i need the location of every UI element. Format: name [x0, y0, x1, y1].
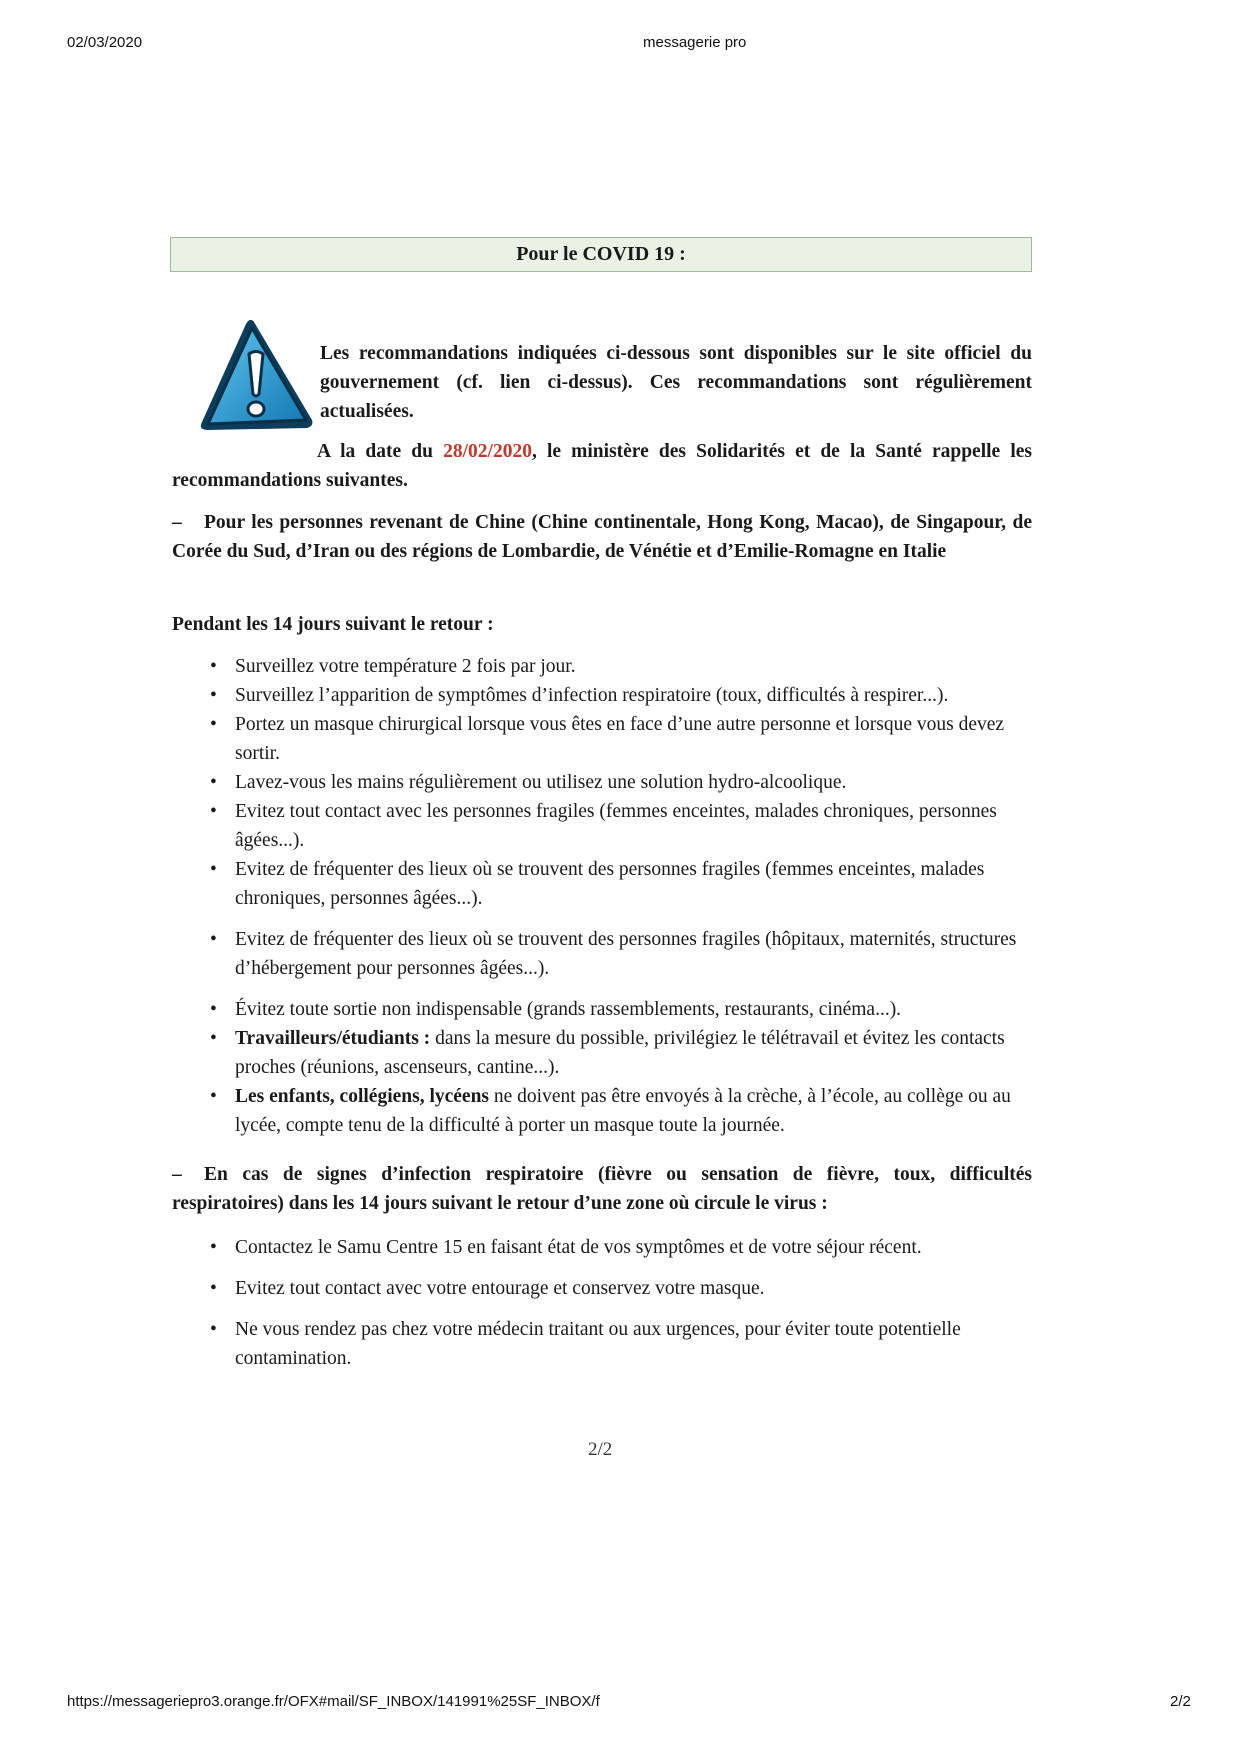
section2-list	[172, 1233, 1032, 1373]
section2-list-container	[172, 1233, 1032, 1373]
section1-heading	[172, 508, 1032, 566]
date-suffix: , le ministère des Solidarités et de la Santé rappelle les recommandations suivantes.	[172, 441, 1032, 491]
section2-heading	[172, 1160, 1032, 1218]
date-paragraph	[172, 437, 1032, 495]
print-page: 2/2	[1170, 1693, 1191, 1710]
warning-triangle-icon	[196, 316, 318, 434]
list-item: • Contactez le Samu Centre 15 en faisant état de vos symptômes et de votre séjour récent.	[172, 1233, 1032, 1262]
print-url: https://messageriepro3.orange.fr/OFX#mail/SF_INBOX/141991%25SF_INBOX/f	[67, 1693, 600, 1710]
date-value: 28/02/2020	[443, 441, 532, 462]
page-number: 2/2	[588, 1439, 613, 1460]
intro-paragraph: Les recommandations indiquées ci-dessous sont disponibles sur le site officiel du gouvernement (cf. lien ci-dessus). Ces recommandations sont régulièrement actualisées.	[320, 343, 1032, 422]
list-item: • Surveillez l’apparition de symptômes d’infection respiratoire (toux, difficultés à respirer...).	[172, 681, 1032, 710]
list-item: • Evitez tout contact avec les personnes fragiles (femmes enceintes, malades chroniques, personnes âgées...).	[172, 797, 1032, 855]
list-item: • Portez un masque chirurgical lorsque vous êtes en face d’une autre personne et lorsque vous devez sortir.	[172, 710, 1032, 768]
date-prefix: A la date du	[317, 441, 444, 462]
list-item: • Les enfants, collégiens, lycéens ne doivent pas être envoyés à la crèche, à l’école, au collège ou au lycée, compte tenu de la difficulté à porter un masque toute la journée.	[172, 1082, 1032, 1140]
section1-list-container	[172, 652, 1032, 1140]
list-item: • Ne vous rendez pas chez votre médecin traitant ou aux urgences, pour éviter toute potentielle contamination.	[172, 1315, 1032, 1373]
dash-marker: –	[172, 1164, 182, 1185]
section2-text: En cas de signes d’infection respiratoire (fièvre ou sensation de fièvre, toux, difficultés respiratoires) dans les 14 jours suivant le retour d’une zone où circule le virus :	[172, 1164, 1032, 1214]
section-title-box: Pour le COVID 19 :	[170, 237, 1032, 272]
list-item: • Evitez tout contact avec votre entourage et conservez votre masque.	[172, 1274, 1032, 1303]
dash-marker: –	[172, 512, 182, 533]
list-item: • Surveillez votre température 2 fois par jour.	[172, 652, 1032, 681]
list-item: • Lavez-vous les mains régulièrement ou utilisez une solution hydro-alcoolique.	[172, 768, 1032, 797]
list-item: • Evitez de fréquenter des lieux où se trouvent des personnes fragiles (femmes enceintes, malades chroniques, personnes âgées...).	[172, 855, 1032, 913]
section1-subheading: Pendant les 14 jours suivant le retour :	[172, 614, 494, 635]
section1-list	[172, 652, 1032, 1140]
print-title: messagerie pro	[643, 34, 747, 51]
print-date: 02/03/2020	[67, 34, 143, 51]
list-item: • Évitez toute sortie non indispensable (grands rassemblements, restaurants, cinéma...).	[172, 995, 1032, 1024]
list-item: • Travailleurs/étudiants : dans la mesure du possible, privilégiez le télétravail et évitez les contacts proches (réunions, ascenseurs, cantine...).	[172, 1024, 1032, 1082]
section1-text: Pour les personnes revenant de Chine (Chine continentale, Hong Kong, Macao), de Singapour, de Corée du Sud, d’Iran ou des régions de Lombardie, de Vénétie et d’Emilie-Romagne en Italie	[172, 512, 1032, 562]
list-item: • Evitez de fréquenter des lieux où se trouvent des personnes fragiles (hôpitaux, maternités, structures d’hébergement pour personnes âgées...).	[172, 925, 1032, 983]
